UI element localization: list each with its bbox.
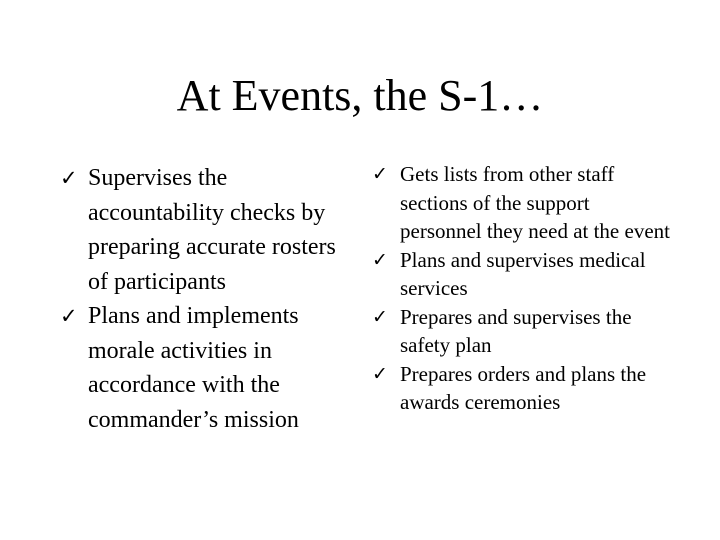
list-item — [60, 299, 345, 437]
bullet-text: Plans and supervises medical services — [400, 247, 646, 300]
right-bullet-list — [370, 160, 670, 417]
check-icon: ✓ — [372, 305, 388, 328]
list-item — [60, 161, 345, 299]
bullet-text: Prepares orders and plans the awards ceremonies — [400, 361, 647, 414]
list-item — [370, 246, 670, 303]
check-icon: ✓ — [60, 304, 78, 328]
check-icon: ✓ — [60, 166, 78, 190]
list-item — [370, 160, 670, 246]
check-icon: ✓ — [372, 163, 388, 185]
left-bullet-list — [60, 161, 345, 437]
slide-title: At Events, the S-1… — [176, 71, 544, 120]
check-icon: ✓ — [372, 248, 388, 271]
list-item — [370, 360, 670, 417]
bullet-text: Prepares and supervises the safety plan — [400, 304, 632, 357]
bullet-text: Supervises the accountability checks by preparing accurate rosters of participants — [88, 165, 336, 295]
bullet-text: Gets lists from other staff sections of the support personnel they need at the event — [400, 162, 670, 243]
list-item — [370, 303, 670, 360]
check-icon: ✓ — [372, 362, 388, 385]
bullet-text: Plans and implements morale activities in accordance with the commander’s mission — [88, 303, 299, 433]
